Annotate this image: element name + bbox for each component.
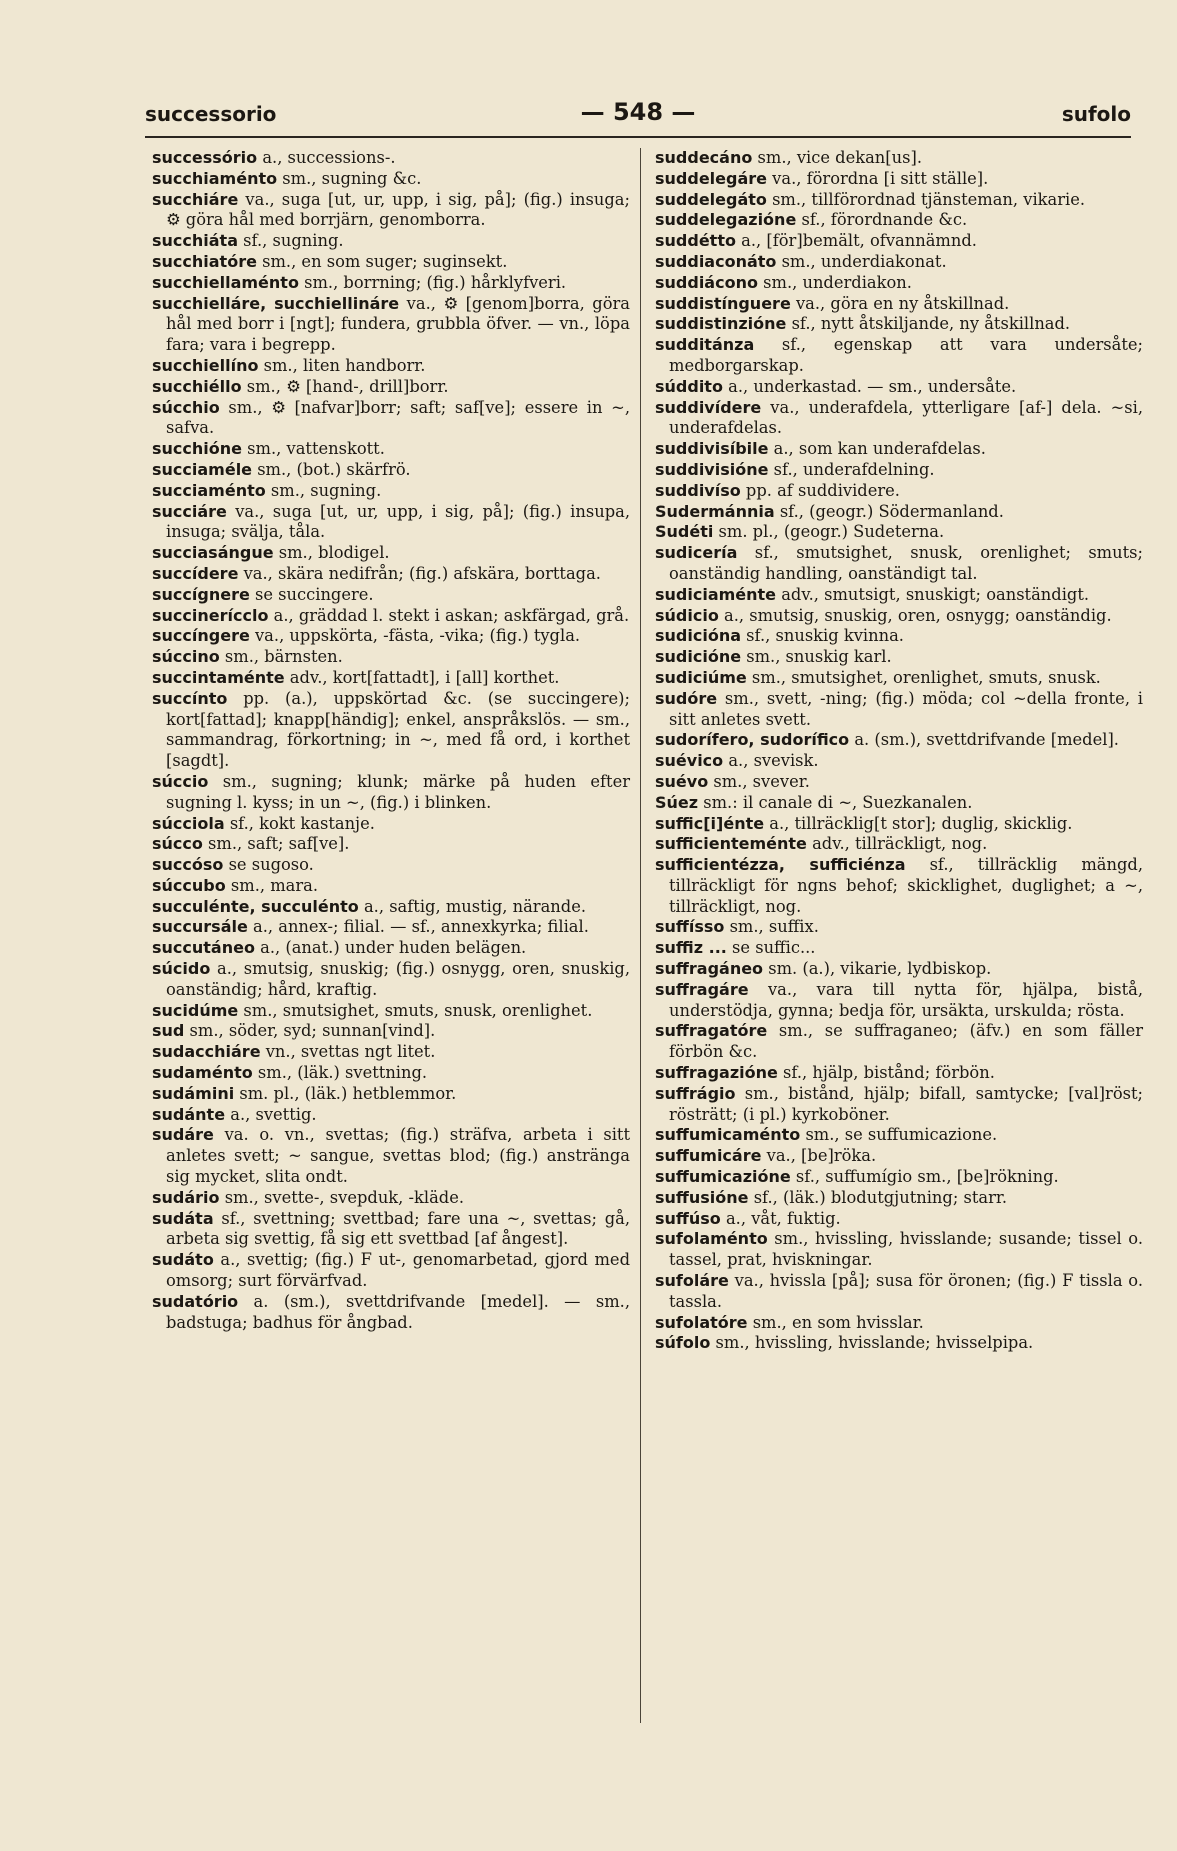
entry-definition: a., gräddad l. stekt i askan; askfärgad, grå.	[268, 605, 630, 625]
dictionary-entry	[655, 148, 1143, 169]
dictionary-entry	[655, 502, 1143, 523]
dictionary-entry	[655, 190, 1143, 211]
dictionary-entry	[655, 460, 1143, 481]
dictionary-entry	[655, 210, 1143, 231]
dictionary-entry	[655, 1229, 1143, 1271]
entry-definition: sf., smutsighet, snusk, orenlighet; smuts; oanständig handling, oanständigt tal.	[669, 543, 1143, 583]
entry-headword: súdicio	[655, 605, 719, 625]
dictionary-entry	[152, 252, 630, 273]
dictionary-entry	[152, 1105, 630, 1126]
entry-headword: suddistinzióne	[655, 314, 787, 334]
dictionary-entry	[655, 1167, 1143, 1188]
dictionary-entry	[152, 1001, 630, 1022]
entry-definition: sf., sugning.	[238, 231, 344, 251]
entry-definition: a., [för]bemält, ofvannämnd.	[735, 231, 977, 251]
entry-definition: sm. (a.), vikarie, lydbiskop.	[763, 959, 992, 979]
dictionary-entry	[152, 1292, 630, 1334]
entry-headword: suffiz ...	[655, 938, 727, 958]
entry-headword: sudário	[152, 1187, 220, 1207]
dictionary-entry	[655, 543, 1143, 585]
entry-headword: suévo	[655, 771, 709, 791]
entry-headword: sudicería	[655, 543, 738, 563]
entry-definition: sf., nytt åtskiljande, ny åtskillnad.	[786, 314, 1071, 334]
entry-definition: a., smutsig, snuskig; (fig.) osnygg, oren, snuskig, oanständig; hård, kraftig.	[166, 959, 630, 999]
entry-headword: sudatório	[152, 1291, 239, 1311]
dictionary-entry	[152, 398, 630, 440]
dictionary-entry	[152, 855, 630, 876]
entry-definition: sm., hvissling, hvisslande; susande; tissel o. tassel, prat, hviskningar.	[669, 1229, 1143, 1270]
entry-definition: sm.: il canale di ~, Suezkanalen.	[698, 792, 973, 812]
entry-headword: succhiáre	[152, 189, 239, 209]
entry-definition: sm., bärnsten.	[219, 647, 343, 667]
dictionary-entry	[655, 1188, 1143, 1209]
entry-definition: sf., egenskap att vara undersåte; medborgarskap.	[669, 335, 1143, 375]
dictionary-entry	[655, 522, 1143, 543]
entry-headword: sudáre	[152, 1125, 214, 1145]
dictionary-entry	[655, 668, 1143, 689]
entry-definition: sf., (geogr.) Södermanland.	[774, 501, 1004, 521]
dictionary-entry	[655, 959, 1143, 980]
dictionary-entry	[655, 980, 1143, 1022]
dictionary-entry	[152, 897, 630, 918]
entry-definition: sf., underafdelning.	[768, 459, 935, 479]
entry-definition: va. o. vn., svettas; (fig.) sträfva, arbeta i sitt anletes svett; ~ sangue, svettas blod; (fig.) anstränga sig mycket, slita ondt.	[166, 1125, 630, 1187]
entry-headword: succinerícclo	[152, 605, 269, 625]
entry-headword: sudacchiáre	[152, 1042, 261, 1062]
dictionary-entry	[152, 814, 630, 835]
entry-headword: succínto	[152, 688, 228, 708]
entry-headword: sudánte	[152, 1104, 226, 1124]
entry-headword: súcido	[152, 959, 211, 979]
dictionary-entry	[655, 377, 1143, 398]
entry-headword: súddito	[655, 376, 723, 396]
dictionary-entry	[152, 231, 630, 252]
entry-headword: succursále	[152, 917, 248, 937]
dictionary-entry	[152, 543, 630, 564]
entry-headword: sudicióne	[655, 647, 742, 667]
entry-headword: succiasángue	[152, 543, 274, 563]
entry-headword: sufolaménto	[655, 1229, 768, 1249]
entry-definition: va., underafdela, ytterligare [af-] dela. ~si, underafdelas.	[669, 397, 1143, 438]
dictionary-entry	[655, 730, 1143, 751]
dictionary-entry	[655, 294, 1143, 315]
entry-definition: sm., se suffraganeo; (äfv.) en som fäller förbön &c.	[669, 1021, 1143, 1062]
left-column	[152, 148, 630, 1333]
entry-definition: a., tillräcklig[t stor]; duglig, skicklig.	[764, 813, 1073, 833]
entry-headword: sudaménto	[152, 1063, 253, 1083]
dictionary-entry	[152, 938, 630, 959]
dictionary-entry	[152, 606, 630, 627]
dictionary-entry	[152, 460, 630, 481]
header-left-guideword: successorio	[145, 102, 277, 126]
entry-definition: sm., se suffumicazione.	[800, 1125, 998, 1145]
entry-headword: sufficientézza, sufficiénza	[655, 855, 906, 875]
entry-definition: a., annex-; filial. — sf., annexkyrka; filial.	[247, 917, 589, 937]
entry-definition: a., svettig; (fig.) F ut-, genomarbetad, gjord med omsorg; surt förvärfvad.	[166, 1250, 630, 1291]
dictionary-entry	[152, 1042, 630, 1063]
entry-definition: pp. (a.), uppskörtad &c. (se succingere); kort[fattad]; knapp[händig]; enkel, anspråkslös. — sm., sammandrag, förkortning; in ~, med få ord, i korthet [sagdt].	[166, 688, 630, 771]
entry-definition: sf., förordnande &c.	[796, 210, 968, 230]
entry-definition: sm., en som hvisslar.	[747, 1312, 924, 1332]
entry-definition: se sugoso.	[223, 855, 314, 875]
entry-definition: sm., svett, -ning; (fig.) möda; col ~della fronte, i sitt anletes svett.	[669, 688, 1143, 729]
dictionary-entry	[655, 938, 1143, 959]
entry-definition: adv., kort[fattadt], i [all] korthet.	[284, 667, 560, 687]
dictionary-entry	[152, 1125, 630, 1187]
entry-definition: a., som kan underafdelas.	[768, 439, 986, 459]
entry-definition: sf., suffumígio sm., [be]rökning.	[790, 1167, 1059, 1187]
dictionary-entry	[655, 481, 1143, 502]
dictionary-entry	[152, 689, 630, 772]
dictionary-entry	[152, 1209, 630, 1251]
dictionary-entry	[655, 814, 1143, 835]
entry-definition: va., suga [ut, ur, upp, i sig, på]; (fig.) insupa, insuga; svälja, tåla.	[166, 501, 630, 542]
dictionary-entry	[152, 1188, 630, 1209]
entry-headword: succhiéllo	[152, 376, 242, 396]
entry-definition: va., [be]röka.	[761, 1146, 877, 1166]
dictionary-entry	[152, 626, 630, 647]
entry-definition: sm., svever.	[708, 771, 810, 791]
entry-headword: succhiáta	[152, 231, 238, 251]
dictionary-entry	[655, 585, 1143, 606]
entry-headword: sufficienteménte	[655, 834, 807, 854]
right-column	[655, 148, 1143, 1354]
dictionary-entry	[152, 169, 630, 190]
entry-definition: sm., vattenskott.	[242, 439, 385, 459]
dictionary-entry	[655, 772, 1143, 793]
entry-definition: a., våt, fuktig.	[720, 1208, 841, 1228]
entry-definition: sm., snuskig karl.	[741, 647, 892, 667]
dictionary-entry	[655, 751, 1143, 772]
entry-definition: a., underkastad. — sm., undersåte.	[722, 376, 1017, 396]
entry-definition: sm., (läk.) svettning.	[252, 1063, 428, 1083]
entry-definition: va., ⚙ [genom]borra, göra hål med borr i [ngt]; fundera, grubbla öfver. — vn., löpa fara; vara i begrepp.	[166, 293, 630, 355]
entry-headword: súccino	[152, 647, 220, 667]
dictionary-entry	[152, 273, 630, 294]
dictionary-entry	[655, 793, 1143, 814]
entry-headword: sudámini	[152, 1083, 235, 1103]
entry-definition: sm., borrning; (fig.) hårklyfveri.	[298, 272, 567, 292]
entry-headword: suffragatóre	[655, 1021, 768, 1041]
entry-definition: sm., saft; saf[ve].	[202, 834, 350, 854]
entry-definition: sm., tillförordnad tjänsteman, vikarie.	[766, 189, 1086, 209]
entry-definition: sf., tillräcklig mängd, tillräckligt för ngns behof; skicklighet, duglighet; a ~, tillräckligt, nog.	[669, 855, 1143, 916]
entry-headword: succhiaménto	[152, 168, 278, 188]
entry-definition: sm., sugning; klunk; märke på huden efter sugning l. kyss; in un ~, (fig.) i blinken.	[166, 771, 630, 812]
entry-headword: succhiellíno	[152, 355, 259, 375]
entry-headword: suffragazióne	[655, 1063, 778, 1083]
entry-headword: suddelegazióne	[655, 210, 797, 230]
entry-definition: va., hvissla [på]; susa för öronen; (fig.) F tissla o. tassla.	[669, 1271, 1143, 1311]
entry-definition: sm., söder, syd; sunnan[vind].	[184, 1021, 436, 1041]
entry-definition: sm., underdiakonat.	[776, 251, 947, 271]
dictionary-entry	[655, 834, 1143, 855]
entry-headword: Súez	[655, 792, 699, 812]
entry-headword: suddivisióne	[655, 459, 769, 479]
entry-headword: succígnere	[152, 584, 250, 604]
dictionary-entry	[655, 855, 1143, 917]
entry-headword: súccubo	[152, 875, 226, 895]
entry-definition: a., svettig.	[225, 1104, 317, 1124]
entry-headword: suffumicazióne	[655, 1167, 791, 1187]
entry-headword: suévico	[655, 751, 724, 771]
entry-headword: succhiatóre	[152, 251, 257, 271]
entry-headword: suddelegáre	[655, 168, 767, 188]
entry-headword: succhiellaménto	[152, 272, 299, 292]
entry-headword: súcciola	[152, 813, 225, 833]
entry-definition: sm., en som suger; suginsekt.	[256, 251, 508, 271]
entry-definition: sm., (bot.) skärfrö.	[252, 459, 411, 479]
entry-headword: suffragáre	[655, 979, 749, 999]
entry-headword: succíngere	[152, 626, 250, 646]
dictionary-entry	[655, 1313, 1143, 1334]
header-right-guideword: sufolo	[1061, 102, 1131, 126]
entry-definition: pp. af suddividere.	[740, 480, 900, 500]
entry-headword: sufoláre	[655, 1271, 729, 1291]
dictionary-entry	[655, 606, 1143, 627]
dictionary-entry	[152, 356, 630, 377]
entry-definition: sm., mara.	[225, 875, 319, 895]
entry-headword: succulénte, succulénto	[152, 896, 359, 916]
dictionary-entry	[152, 190, 630, 232]
entry-definition: sf., snuskig kvinna.	[741, 626, 904, 646]
entry-definition: sm., hvissling, hvisslande; hvisselpipa.	[710, 1333, 1034, 1353]
entry-headword: suddivisíbile	[655, 439, 769, 459]
dictionary-entry	[152, 876, 630, 897]
entry-headword: suddecáno	[655, 148, 753, 167]
dictionary-entry	[655, 1084, 1143, 1126]
entry-headword: suffusióne	[655, 1187, 749, 1207]
entry-headword: suddétto	[655, 231, 736, 251]
entry-headword: sudiciaménte	[655, 584, 777, 604]
entry-definition: sm., ⚙ [nafvar]borr; saft; saf[ve]; essere in ~, safva.	[166, 397, 630, 438]
entry-definition: va., skära nedifrån; (fig.) afskära, borttaga.	[238, 563, 601, 583]
entry-headword: súccio	[152, 771, 209, 791]
dictionary-entry	[152, 502, 630, 544]
entry-definition: va., uppskörta, -fästa, -vika; (fig.) tygla.	[249, 626, 581, 646]
dictionary-entry	[655, 1209, 1143, 1230]
entry-headword: succiaménto	[152, 480, 266, 500]
entry-definition: a., successions-.	[257, 148, 396, 167]
entry-headword: successório	[152, 148, 258, 167]
entry-definition: a. (sm.), svettdrifvande [medel].	[849, 730, 1119, 750]
entry-definition: a., saftig, mustig, närande.	[358, 896, 587, 916]
entry-headword: suffúso	[655, 1208, 721, 1228]
entry-headword: súfolo	[655, 1333, 711, 1353]
dictionary-entry	[152, 1084, 630, 1105]
entry-headword: sudáto	[152, 1250, 214, 1270]
entry-headword: succídere	[152, 563, 239, 583]
entry-definition: sm. pl., (läk.) hetblemmor.	[234, 1083, 457, 1103]
entry-definition: a. (sm.), svettdrifvande [medel]. — sm., badstuga; badhus för ångbad.	[166, 1291, 630, 1332]
header-rule	[145, 136, 1131, 138]
dictionary-entry	[655, 439, 1143, 460]
entry-headword: sudicióna	[655, 626, 741, 646]
dictionary-entry	[655, 398, 1143, 440]
dictionary-entry	[152, 377, 630, 398]
dictionary-entry	[152, 1063, 630, 1084]
entry-headword: sudáta	[152, 1208, 214, 1228]
entry-headword: sudditánza	[655, 335, 755, 355]
dictionary-entry	[152, 585, 630, 606]
dictionary-entry	[152, 1250, 630, 1292]
entry-definition: sm., suffix.	[724, 917, 819, 937]
entry-headword: sucidúme	[152, 1000, 239, 1020]
entry-headword: Sudermánnia	[655, 501, 775, 521]
entry-headword: suffic[i]énte	[655, 813, 765, 833]
dictionary-entry	[655, 689, 1143, 731]
entry-definition: sm., sugning &c.	[277, 168, 422, 188]
entry-definition: a., smutsig, snuskig, oren, osnygg; oanständig.	[718, 605, 1112, 625]
entry-headword: suddistínguere	[655, 293, 791, 313]
dictionary-entry	[152, 959, 630, 1001]
dictionary-entry	[152, 834, 630, 855]
dictionary-entry	[655, 1063, 1143, 1084]
entry-definition: sm., sugning.	[265, 480, 382, 500]
entry-definition: sm., bistånd, hjälp; bifall, samtycke; [val]röst; rösträtt; (i pl.) kyrkoböner.	[669, 1083, 1143, 1124]
entry-definition: se suffic...	[726, 938, 816, 958]
dictionary-entry	[655, 1333, 1143, 1354]
page-number: — 548 —	[580, 98, 696, 126]
entry-definition: sf., kokt kastanje.	[224, 813, 375, 833]
entry-headword: succiaméle	[152, 459, 253, 479]
entry-definition: sm., vice dekan[us].	[752, 148, 923, 167]
dictionary-entry	[655, 1146, 1143, 1167]
column-divider	[640, 148, 641, 1723]
dictionary-entry	[152, 564, 630, 585]
entry-headword: suddiaconáto	[655, 251, 777, 271]
dictionary-entry	[655, 231, 1143, 252]
entry-definition: sm., smutsighet, smuts, snusk, orenlighet.	[238, 1000, 593, 1020]
entry-headword: suffumicaménto	[655, 1125, 801, 1145]
entry-definition: va., göra en ny åtskillnad.	[790, 293, 1010, 313]
dictionary-entry	[152, 1021, 630, 1042]
entry-definition: a., svevisk.	[723, 751, 819, 771]
entry-definition: va., vara till nytta för, hjälpa, bistå, understödja, gynna; bedja för, ursäkta, urskulda; rösta.	[669, 979, 1143, 1020]
entry-definition: a., (anat.) under huden belägen.	[254, 938, 527, 958]
dictionary-entry	[152, 647, 630, 668]
entry-definition: sm., liten handborr.	[258, 355, 426, 375]
dictionary-entry	[152, 148, 630, 169]
entry-definition: adv., tillräckligt, nog.	[806, 834, 988, 854]
entry-definition: sf., svettning; svettbad; fare una ~, svettas; gå, arbeta sig svettig, få sig ett svettbad [af ångest].	[166, 1208, 630, 1249]
entry-headword: succóso	[152, 855, 224, 875]
dictionary-entry	[655, 917, 1143, 938]
entry-definition: va., förordna [i sitt ställe].	[767, 168, 989, 188]
entry-headword: suffumicáre	[655, 1146, 762, 1166]
entry-headword: súcchio	[152, 397, 220, 417]
entry-headword: suffrágio	[655, 1083, 736, 1103]
dictionary-entry	[655, 626, 1143, 647]
dictionary-entry	[655, 252, 1143, 273]
entry-headword: súcco	[152, 834, 203, 854]
entry-headword: sud	[152, 1021, 185, 1041]
entry-headword: suffísso	[655, 917, 725, 937]
entry-headword: succutáneo	[152, 938, 255, 958]
dictionary-entry	[655, 335, 1143, 377]
entry-headword: suddiácono	[655, 272, 758, 292]
entry-headword: suddivíso	[655, 480, 741, 500]
dictionary-entry	[152, 481, 630, 502]
entry-definition: vn., svettas ngt litet.	[260, 1042, 436, 1062]
dictionary-entry	[655, 647, 1143, 668]
entry-headword: suddelegáto	[655, 189, 767, 209]
entry-headword: succiáre	[152, 501, 227, 521]
entry-headword: sufolatóre	[655, 1312, 748, 1332]
dictionary-entry	[152, 294, 630, 356]
entry-headword: succhióne	[152, 439, 242, 459]
dictionary-entry	[152, 917, 630, 938]
dictionary-entry	[655, 273, 1143, 294]
entry-definition: se succingere.	[249, 584, 374, 604]
dictionary-entry	[655, 169, 1143, 190]
dictionary-entry	[655, 1021, 1143, 1063]
entry-headword: Sudéti	[655, 522, 714, 542]
entry-headword: sudiciúme	[655, 667, 747, 687]
dictionary-entry	[655, 314, 1143, 335]
entry-headword: succhielláre, succhiellináre	[152, 293, 400, 313]
dictionary-entry	[152, 439, 630, 460]
entry-headword: suffragáneo	[655, 959, 764, 979]
entry-definition: sm., ⚙ [hand-, drill]borr.	[241, 376, 449, 396]
dictionary-entry	[152, 668, 630, 689]
entry-definition: sf., hjälp, bistånd; förbön.	[777, 1063, 995, 1083]
entry-definition: sm. pl., (geogr.) Sudeterna.	[713, 522, 945, 542]
entry-definition: adv., smutsigt, snuskigt; oanständigt.	[776, 584, 1090, 604]
entry-headword: suddivídere	[655, 397, 762, 417]
dictionary-entry	[655, 1125, 1143, 1146]
dictionary-entry	[152, 772, 630, 814]
entry-definition: sm., svette-, svepduk, -kläde.	[219, 1187, 465, 1207]
entry-headword: sudorífero, sudorífico	[655, 730, 850, 750]
entry-definition: sm., smutsighet, orenlighet, smuts, snusk.	[746, 667, 1101, 687]
entry-headword: sudóre	[655, 688, 718, 708]
entry-definition: va., suga [ut, ur, upp, i sig, på]; (fig.) insuga; ⚙ göra hål med borrjärn, genomborra.	[166, 189, 630, 230]
page-header	[145, 92, 1131, 132]
entry-headword: succintaménte	[152, 667, 285, 687]
entry-definition: sm., blodigel.	[273, 543, 390, 563]
entry-definition: sm., underdiakon.	[757, 272, 912, 292]
dictionary-entry	[655, 1271, 1143, 1313]
entry-definition: sf., (läk.) blodutgjutning; starr.	[748, 1187, 1008, 1207]
